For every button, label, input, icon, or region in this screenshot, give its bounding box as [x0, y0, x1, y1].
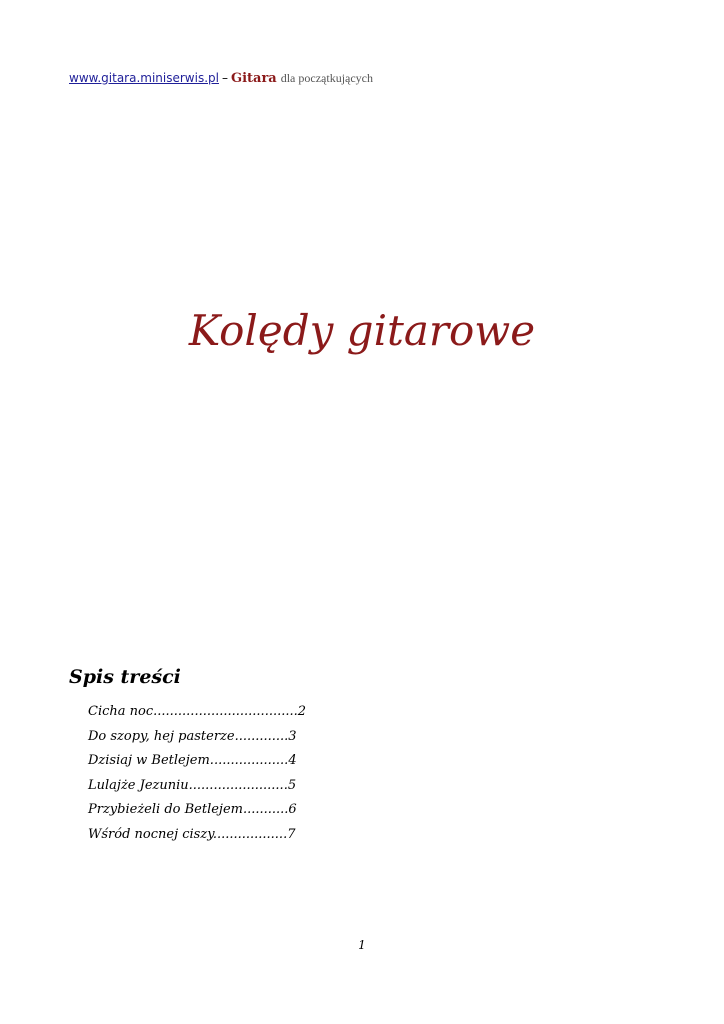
site-link[interactable]: www.gitara.miniserwis.pl	[69, 71, 219, 85]
header-subtitle: dla początkujących	[280, 71, 374, 85]
header-separator: –	[221, 71, 228, 85]
toc-item-do-szopy[interactable]: Do szopy, hej pasterze.............3	[88, 728, 297, 744]
header-brand: Gitara	[230, 71, 277, 86]
table-of-contents	[88, 700, 306, 848]
toc-heading: Spis treści	[69, 666, 181, 688]
toc-item-przybiezeli[interactable]: Przybieżeli do Betlejem...........6	[88, 802, 297, 818]
page-number: 1	[358, 938, 366, 952]
toc-item-lulajze-jezuniu[interactable]: Lulajże Jezuniu........................5	[88, 777, 297, 793]
page-header	[69, 70, 373, 87]
document-title: Kolędy gitarowe	[188, 306, 536, 355]
toc-item-cicha-noc[interactable]: Cicha noc...................................2	[88, 704, 307, 719]
toc-item-dzisiaj-w-betlejem[interactable]: Dzisiaj w Betlejem...................4	[88, 753, 297, 769]
toc-item-wsrod-nocnej-ciszy[interactable]: Wśród nocnej ciszy..................7	[88, 826, 296, 842]
